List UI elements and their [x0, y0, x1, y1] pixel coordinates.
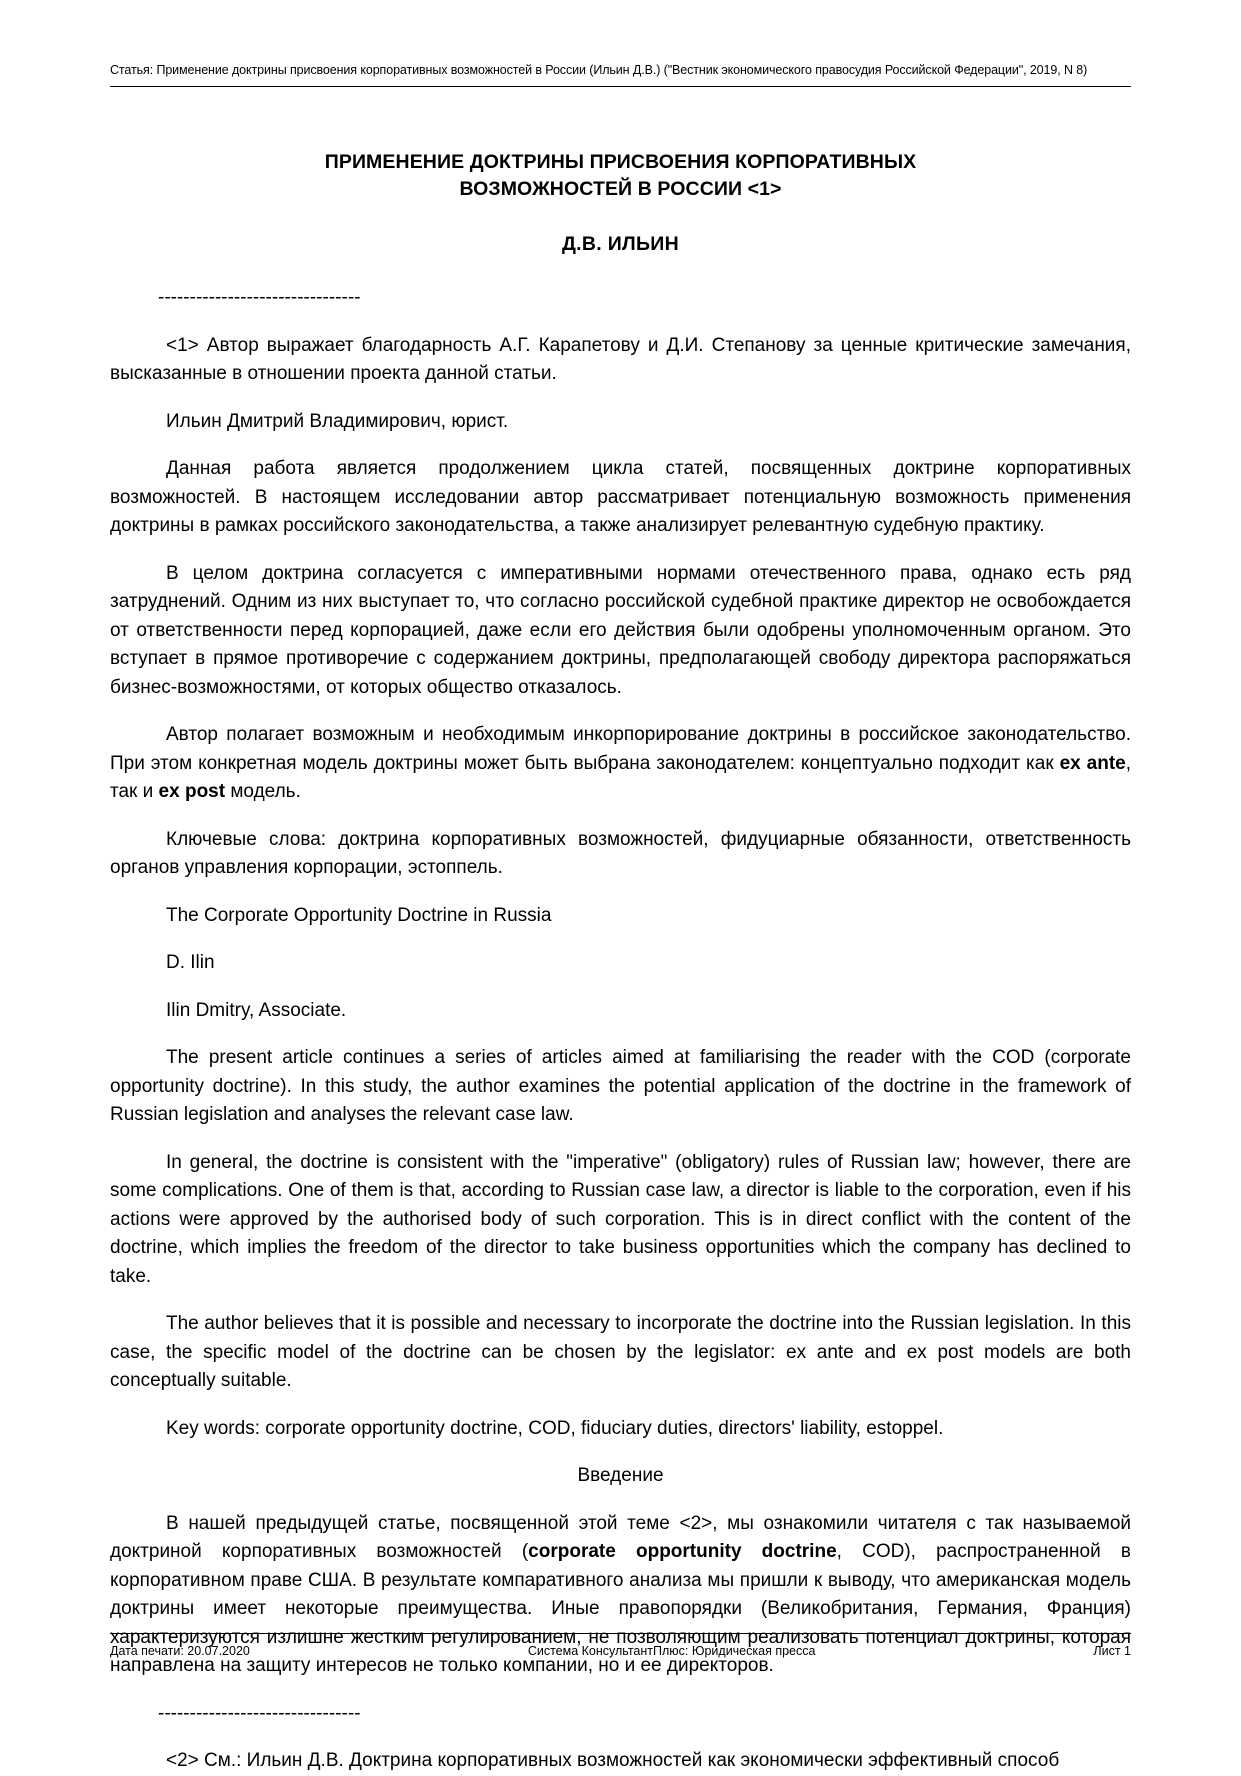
- document-author: Д.В. ИЛЬИН: [561, 233, 680, 255]
- document-title-line-2: ВОЗМОЖНОСТЕЙ В РОССИИ <1>: [459, 178, 782, 200]
- title-block: [110, 149, 1131, 258]
- footnote-1: <1> Автор выражает благодарность А.Г. Карапетову и Д.И. Степанову за ценные критические замечания, высказанные в отношении проекта данной статьи.: [110, 334, 1131, 384]
- abstract-ru-paragraph-2: В целом доктрина согласуется с императивными нормами отечественного права, однако есть ряд затруднений. Одним из них выступает то, что согласно российской судебной практике директор не освобождается от ответственности перед корпорацией, даже если его действия были одобрены уполномоченным органом. Это вступает в прямое противоречие с содержанием доктрины, предполагающей свободу директора распоряжаться бизнес-возможностями, от которых общество отказалось.: [110, 562, 1131, 698]
- abstract-ru-p3-text-2: , так и: [110, 752, 1131, 802]
- document-footer: [110, 1633, 1131, 1659]
- header-divider: [110, 86, 1131, 87]
- intro-text-1: В нашей предыдущей статье, посвященной этой теме <2>, мы ознакомили читателя с так называемой доктриной корпоративных возможностей (: [110, 1512, 1131, 1562]
- footnote-2: <2> См.: Ильин Д.В. Доктрина корпоративных возможностей как экономически эффективный способ: [166, 1750, 1060, 1771]
- abstract-ru-p3-text-1: Автор полагает возможным и необходимым инкорпорирование доктрины в российское законодательство. При этом конкретная модель доктрины может быть выбрана законодателем: концептуально подходит как: [110, 724, 1131, 774]
- footnote-separator-1: --------------------------------: [158, 287, 361, 308]
- section-heading-introduction: Введение: [577, 1465, 664, 1486]
- author-en-short: D. Ilin: [166, 952, 215, 973]
- footer-divider: [110, 1633, 1131, 1634]
- document-title-line-1: ПРИМЕНЕНИЕ ДОКТРИНЫ ПРИСВОЕНИЯ КОРПОРАТИВНЫХ: [324, 151, 917, 173]
- document-header: [110, 0, 1131, 87]
- term-ex-ante-ru: ex ante: [1059, 752, 1126, 774]
- footer-row: [110, 1643, 1131, 1659]
- footer-page-number: Лист 1: [1093, 1644, 1131, 1658]
- author-bio-ru: Ильин Дмитрий Владимирович, юрист.: [166, 410, 509, 432]
- abstract-en-paragraph-2: In general, the doctrine is consistent with the "imperative" (obligatory) rules of Russian law; however, there are some complications. One of them is that, according to Russian case law, a director is liable to the corporation, even if his actions were approved by the authorised body of such corporation. This is in direct conflict with the content of the doctrine, which implies the freedom of the director to take business opportunities which the company has declined to take.: [110, 1151, 1131, 1287]
- term-corporate-opportunity-doctrine: corporate opportunity doctrine: [528, 1541, 837, 1562]
- footer-print-date: Дата печати: 20.07.2020: [110, 1644, 250, 1658]
- term-ex-post-ru: ex post: [158, 781, 226, 802]
- footnote-separator-2: --------------------------------: [158, 1702, 361, 1724]
- header-citation: Статья: Применение доктрины присвоения корпоративных возможностей в России (Ильин Д.В.) ("Вестник экономического правосудия Российской Федерации", 2019, N 8): [110, 63, 1088, 77]
- abstract-en-paragraph-1: The present article continues a series of articles aimed at familiarising the reader with the COD (corporate opportunity doctrine). In this study, the author examines the potential application of the doctrine in the framework of Russian legislation and analyses the relevant case law.: [110, 1047, 1131, 1125]
- keywords-ru: Ключевые слова: доктрина корпоративных возможностей, фидуциарные обязанности, ответственность органов управления корпорации, эстоппель.: [110, 828, 1131, 878]
- footer-system-name: Система КонсультантПлюс: Юридическая пресса: [527, 1644, 816, 1658]
- abstract-ru-paragraph-3: [110, 721, 1131, 807]
- keywords-en: Key words: corporate opportunity doctrine, COD, fiduciary duties, directors' liability, estoppel.: [166, 1417, 944, 1439]
- intro-text-2: , COD), распространенной в корпоративном праве США. В результате компаративного анализа мы пришли к выводу, что американская модель доктрины имеет некоторые преимущества. Иные правопорядки (Великобритания, Германия, Франция) характеризуются излишне жестким регулированием, не позволяющим реализовать потенциал доктрины, которая направлена на защиту интересов не только компании, но и ее директоров.: [110, 1541, 1131, 1676]
- abstract-ru-p3-text-3: модель.: [225, 781, 301, 802]
- abstract-ru-paragraph-1: Данная работа является продолжением цикла статей, посвященных доктрине корпоративных возможностей. В настоящем исследовании автор рассматривает потенциальную возможность применения доктрины в рамках российского законодательства, а также анализирует релевантную судебную практику.: [110, 458, 1131, 536]
- title-en: The Corporate Opportunity Doctrine in Russia: [166, 904, 552, 926]
- document-body: [110, 284, 1131, 1776]
- abstract-en-paragraph-3: The author believes that it is possible and necessary to incorporate the doctrine into the Russian legislation. In this case, the specific model of the doctrine can be chosen by the legislator: ex ante and ex post models are both conceptually suitable.: [110, 1313, 1131, 1391]
- author-bio-en: Ilin Dmitry, Associate.: [166, 999, 347, 1021]
